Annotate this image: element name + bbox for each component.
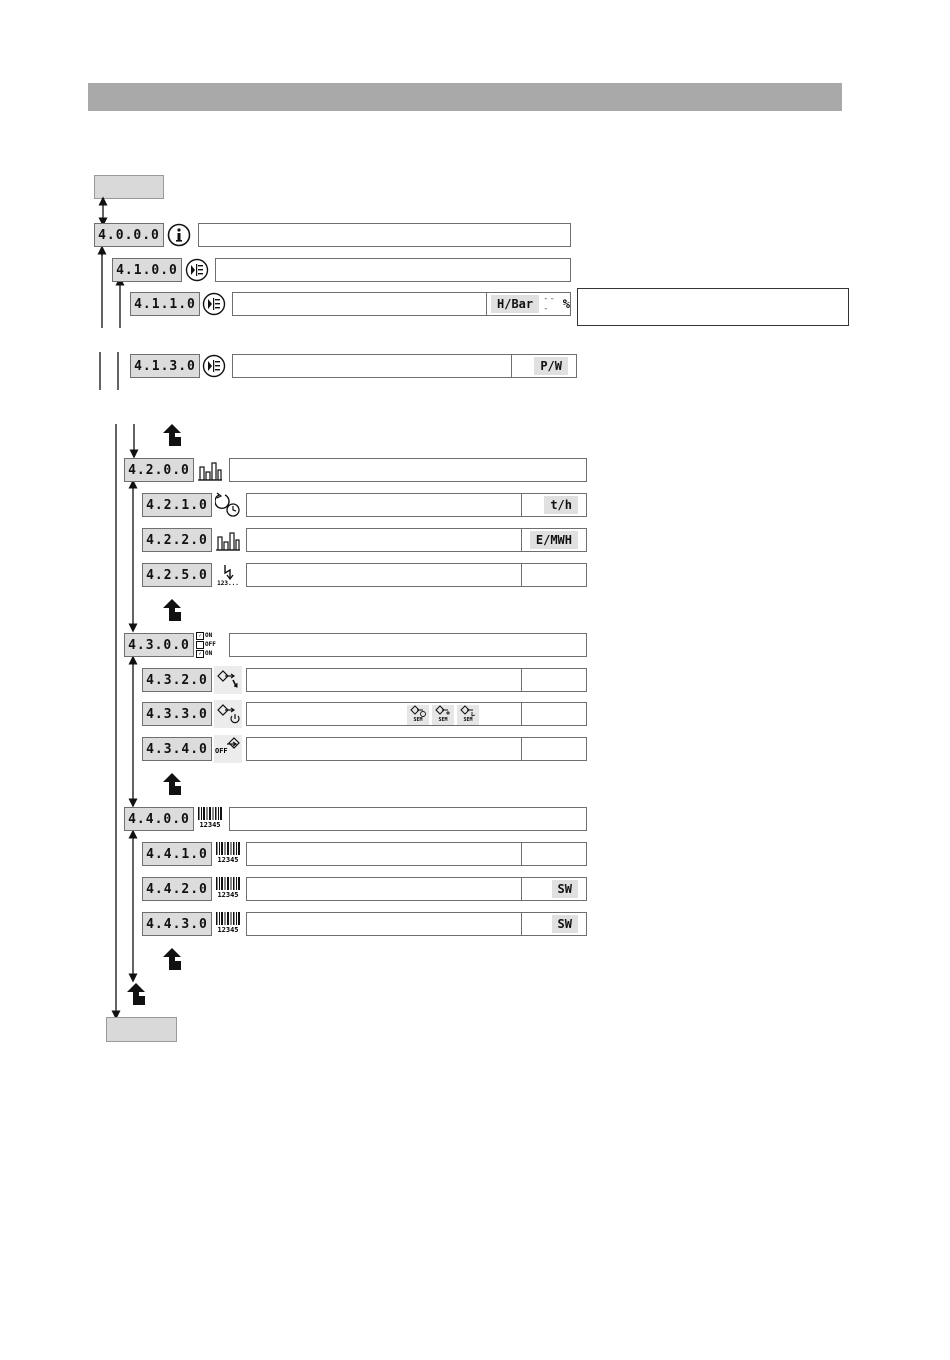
unit-label: P/W: [534, 357, 568, 375]
back-arrow-icon[interactable]: [160, 946, 184, 972]
menu-code-4410[interactable]: 4.4.1.0: [142, 842, 212, 866]
menu-code-4400[interactable]: 4.4.0.0: [124, 807, 194, 831]
counter-digits: 123...: [217, 579, 239, 587]
menu-field-4110[interactable]: [232, 292, 571, 316]
menu-field-4410[interactable]: [246, 842, 587, 866]
barcode-icon: 12345: [214, 876, 242, 902]
menu-field-4340[interactable]: [246, 737, 587, 761]
menu-code-4130[interactable]: 4.1.3.0: [130, 354, 200, 378]
valve-power-icon: [214, 700, 242, 728]
menu-code-4340[interactable]: 4.3.4.0: [142, 737, 212, 761]
unit-label: SW: [552, 880, 578, 898]
checklist-icon: ✓ ON OFF ✓ ON: [196, 631, 224, 659]
menu-code-4320[interactable]: 4.3.2.0: [142, 668, 212, 692]
info-icon: [166, 222, 192, 248]
barcode-icon: 12345: [214, 911, 242, 937]
barcode-icon: 12345: [214, 841, 242, 867]
back-arrow-icon[interactable]: [160, 422, 184, 448]
menu-code-4250[interactable]: 4.2.5.0: [142, 563, 212, 587]
refresh-clock-icon: [214, 491, 242, 519]
valve-arrow-icon: [214, 666, 242, 694]
menu-code-4220[interactable]: 4.2.2.0: [142, 528, 212, 552]
back-arrow-icon[interactable]: [124, 981, 148, 1007]
menu-field-4210[interactable]: [246, 493, 587, 517]
sem-icon: SEM: [407, 705, 429, 725]
menu-field-4200[interactable]: [229, 458, 587, 482]
menu-code-4300[interactable]: 4.3.0.0: [124, 633, 194, 657]
menu-field-4220[interactable]: [246, 528, 587, 552]
menu-code-4430[interactable]: 4.4.3.0: [142, 912, 212, 936]
list-arrow-icon: [201, 353, 227, 379]
menu-code-4100[interactable]: 4.1.0.0: [112, 258, 182, 282]
menu-code-4110[interactable]: 4.1.1.0: [130, 292, 200, 316]
menu-code-4000[interactable]: 4.0.0.0: [94, 223, 164, 247]
menu-field-4420[interactable]: [246, 877, 587, 901]
back-arrow-icon[interactable]: [160, 771, 184, 797]
back-arrow-icon[interactable]: [160, 597, 184, 623]
menu-field-4430[interactable]: [246, 912, 587, 936]
menu-code-4420[interactable]: 4.4.2.0: [142, 877, 212, 901]
next-menu-box[interactable]: [106, 1017, 177, 1042]
bar-chart-icon: [196, 457, 224, 483]
sem-icon: SEM: [432, 705, 454, 725]
sem-icon: SEM: [457, 705, 479, 725]
unit-label: %: [562, 297, 570, 311]
unit-label: SW: [552, 915, 578, 933]
unit-label: H/Bar: [491, 295, 539, 313]
unit-label: t/h: [544, 496, 578, 514]
menu-field-4130[interactable]: [232, 354, 577, 378]
menu-code-4210[interactable]: 4.2.1.0: [142, 493, 212, 517]
menu-field-4100[interactable]: [215, 258, 571, 282]
separator-dashes: ---: [543, 294, 556, 314]
counter-down-icon: [214, 561, 242, 589]
off-valve-icon: OFF: [214, 735, 242, 763]
note-box: [577, 288, 849, 326]
bar-chart-icon: [214, 527, 242, 553]
menu-code-4200[interactable]: 4.2.0.0: [124, 458, 194, 482]
list-arrow-icon: [184, 257, 210, 283]
menu-code-4330[interactable]: 4.3.3.0: [142, 702, 212, 726]
menu-field-4250[interactable]: [246, 563, 587, 587]
barcode-icon: 12345: [196, 806, 224, 832]
menu-field-4000[interactable]: [198, 223, 571, 247]
menu-field-4300[interactable]: [229, 633, 587, 657]
list-arrow-icon: [201, 291, 227, 317]
menu-field-4330[interactable]: [246, 702, 587, 726]
menu-field-4400[interactable]: [229, 807, 587, 831]
menu-field-4320[interactable]: [246, 668, 587, 692]
unit-label: E/MWH: [530, 531, 578, 549]
